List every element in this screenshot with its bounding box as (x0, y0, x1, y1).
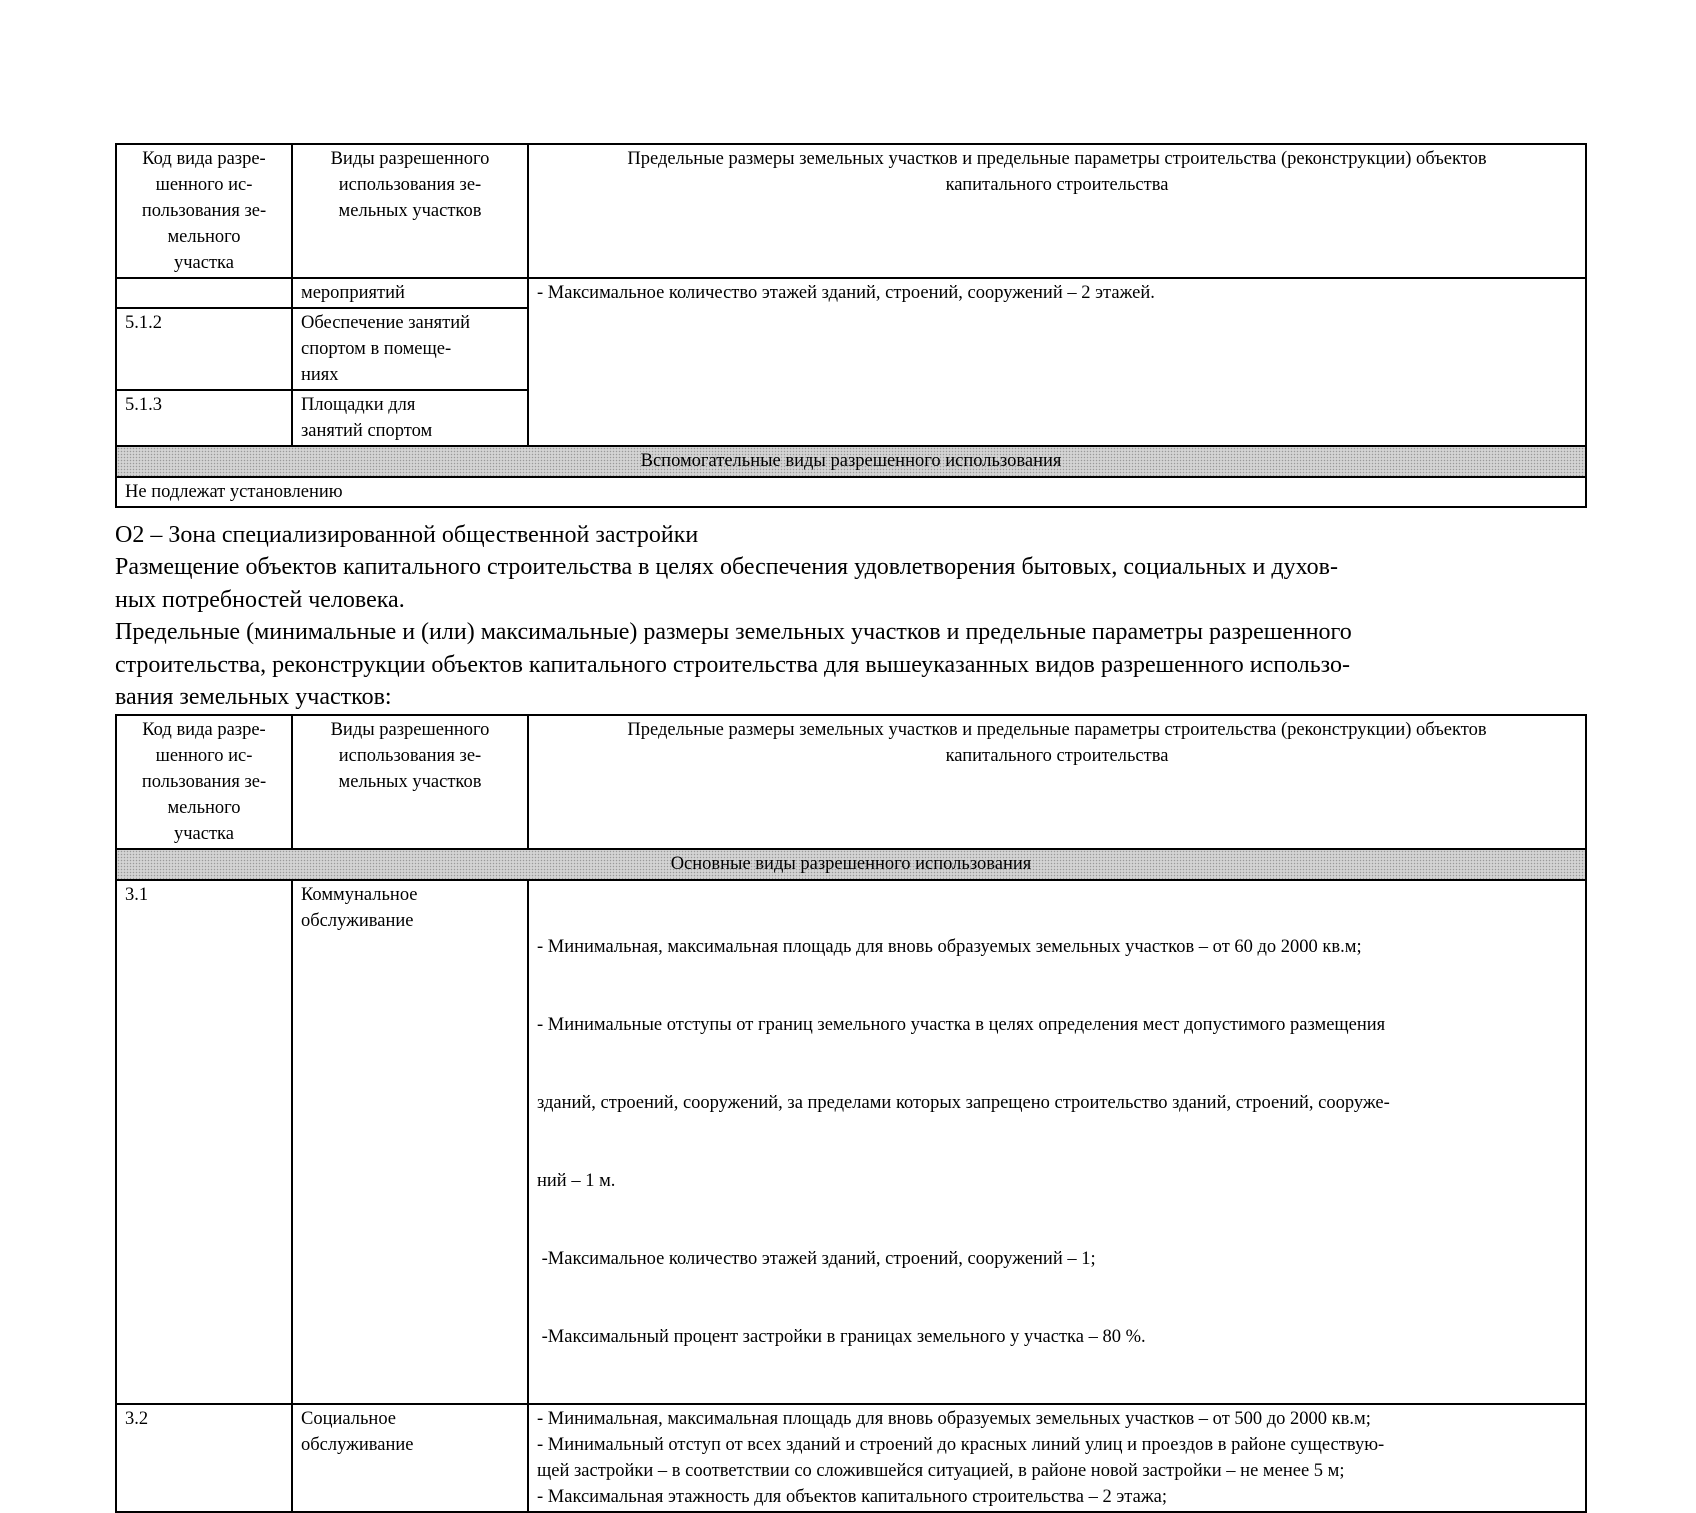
table-row (116, 1404, 1586, 1512)
row-kind: Социальное обслуживание (292, 1404, 528, 1512)
header-kinds: Виды разрешенного использования зе- мельных участков (292, 144, 528, 278)
row-kind: Площадки для занятий спортом (292, 390, 528, 446)
zoning-table-continued (115, 143, 1587, 508)
row-code: 5.1.2 (116, 308, 292, 390)
row-code (116, 278, 292, 308)
header-kinds: Виды разрешенного использования зе- мельных участков (292, 715, 528, 849)
table-row (116, 880, 1586, 1404)
band-auxiliary-uses: Вспомогательные виды разрешенного использования (116, 446, 1586, 477)
header-params: Предельные размеры земельных участков и предельные параметры строительства (реконструкции) объектов капитального строительства (528, 715, 1586, 849)
section-band (116, 849, 1586, 880)
row-code: 5.1.3 (116, 390, 292, 446)
row-kind: Коммунальное обслуживание (292, 880, 528, 1404)
table-header-row (116, 715, 1586, 849)
zone-description: Размещение объектов капитального строительства в целях обеспечения удовлетворения бытовых, социальных и духов- ных потребностей человека. (115, 554, 1338, 613)
zone-limits-intro: Предельные (минимальные и (или) максимальные) размеры земельных участков и предельные параметры разрешенного строительства, реконструкции объектов капитального строительства для вышеуказанных видов разрешенного использо- вания земельных участков: (115, 619, 1352, 710)
header-params: Предельные размеры земельных участков и предельные параметры строительства (реконструкции) объектов капитального строительства (528, 144, 1586, 278)
table-row (116, 278, 1586, 308)
header-code: Код вида разре- шенного ис- пользования зе- мельного участка (116, 144, 292, 278)
row-params: - Максимальное количество этажей зданий, строений, сооружений – 2 этажей. (528, 278, 1586, 446)
zoning-table-o2 (115, 714, 1587, 1513)
section-band (116, 446, 1586, 477)
table-row (116, 477, 1586, 507)
band-main-uses: Основные виды разрешенного использования (116, 849, 1586, 880)
not-established-note: Не подлежат установлению (116, 477, 1586, 507)
row-params: - Минимальная, максимальная площадь для вновь образуемых земельных участков – от 60 до 2000 кв.м; - Минимальные отступы от границ земельного участка в целях определения мест допустимого размещения зданий, строений, сооружений, за пределами которых запрещено строительство зданий, строений, сооруже- ний – 1 м. -Максимальное количество этажей зданий, строений, сооружений – 1; -Максимальный процент застройки в границах земельного у участка – 80 %. (528, 880, 1586, 1404)
zone-title: О2 – Зона специализированной общественной застройки (115, 522, 699, 548)
header-code: Код вида разре- шенного ис- пользования зе- мельного участка (116, 715, 292, 849)
row-code: 3.1 (116, 880, 292, 1404)
row-params: - Минимальная, максимальная площадь для вновь образуемых земельных участков – от 500 до 2000 кв.м; - Минимальный отступ от всех зданий и строений до красных линий улиц и проездов в районе существую- щей застройки – в соответствии со сложившейся ситуацией, в районе новой застройки – не менее 5 м; - Максимальная этажность для объектов капитального строительства – 2 этажа; (528, 1404, 1586, 1512)
row-kind: мероприятий (292, 278, 528, 308)
row-kind: Обеспечение занятий спортом в помеще- ниях (292, 308, 528, 390)
row-code: 3.2 (116, 1404, 292, 1512)
table-header-row (116, 144, 1586, 278)
